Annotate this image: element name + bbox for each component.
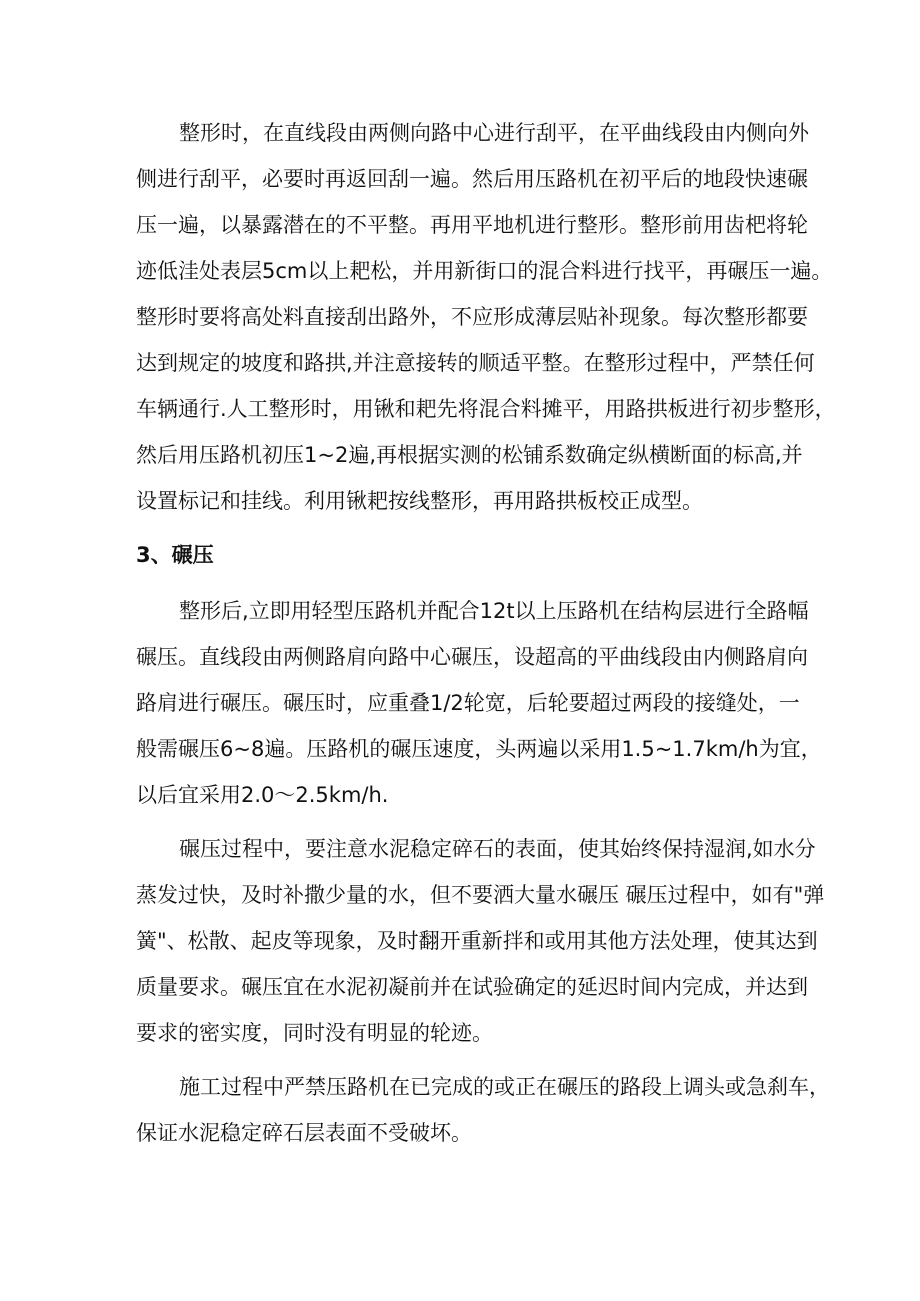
text-line: 碾压。直线段由两侧路肩向路中心碾压，设超高的平曲线段由内侧路肩向 bbox=[136, 645, 808, 669]
text-line: 般需碾压6~8遍。压路机的碾压速度，头两遍以采用1.5~1.7km/h为宜， bbox=[136, 737, 822, 761]
text-line: 簧"、松散、起皮等现象，及时翻开重新拌和或用其他方法处理，使其达到 bbox=[136, 929, 818, 953]
text-line: 车辆通行.人工整形时，用锹和耙先将混合料摊平，用路拱板进行初步整形， bbox=[136, 397, 836, 421]
text-line: 碾压过程中，要注意水泥稳定碎石的表面，使其始终保持湿润,如水分 bbox=[179, 837, 816, 861]
text-line: 压一遍，以暴露潜在的不平整。再用平地机进行整形。整形前用齿杷将轮 bbox=[136, 213, 808, 237]
text-line: 达到规定的坡度和路拱,并注意接转的顺适平整。在整形过程中，严禁任何 bbox=[136, 351, 815, 375]
text-line: 整形后,立即用轻型压路机并配合12t以上压路机在结构层进行全路幅 bbox=[179, 599, 809, 623]
text-line: 然后用压路机初压1~2遍,再根据实测的松铺系数确定纵横断面的标高,并 bbox=[136, 443, 803, 467]
text-line: 要求的密实度，同时没有明显的轮迹。 bbox=[136, 1021, 493, 1045]
text-line: 以后宜采用2.0〜2.5km/h. bbox=[136, 783, 389, 807]
text-line: 保证水泥稳定碎石层表面不受破坏。 bbox=[136, 1121, 472, 1145]
text-line: 施工过程中严禁压路机在已完成的或正在碾压的路段上调头或急刹车， bbox=[179, 1075, 830, 1099]
text-line: 蒸发过快，及时补撒少量的水，但不要洒大量水碾压 碾压过程中，如有"弹 bbox=[136, 883, 825, 907]
text-line: 质量要求。碾压宜在水泥初凝前并在试验确定的延迟时间内完成，并达到 bbox=[136, 975, 808, 999]
section-heading: 3、碾压 bbox=[136, 543, 214, 567]
text-line: 侧进行刮平，必要时再返回刮一遍。然后用压路机在初平后的地段快速碾 bbox=[136, 167, 808, 191]
text-line: 整形时要将高处料直接刮出路外，不应形成薄层贴补现象。每次整形都要 bbox=[136, 305, 808, 329]
text-line: 路肩进行碾压。碾压时，应重叠1/2轮宽，后轮要超过两段的接缝处，一 bbox=[136, 691, 800, 715]
text-line: 迹低洼处表层5cm以上耙松，并用新街口的混合料进行找平，再碾压一遍。 bbox=[136, 259, 833, 283]
text-line: 整形时，在直线段由两侧向路中心进行刮平，在平曲线段由内侧向外 bbox=[179, 121, 809, 145]
text-line: 设置标记和挂线。利用锹耙按线整形，再用路拱板校正成型。 bbox=[136, 489, 703, 513]
